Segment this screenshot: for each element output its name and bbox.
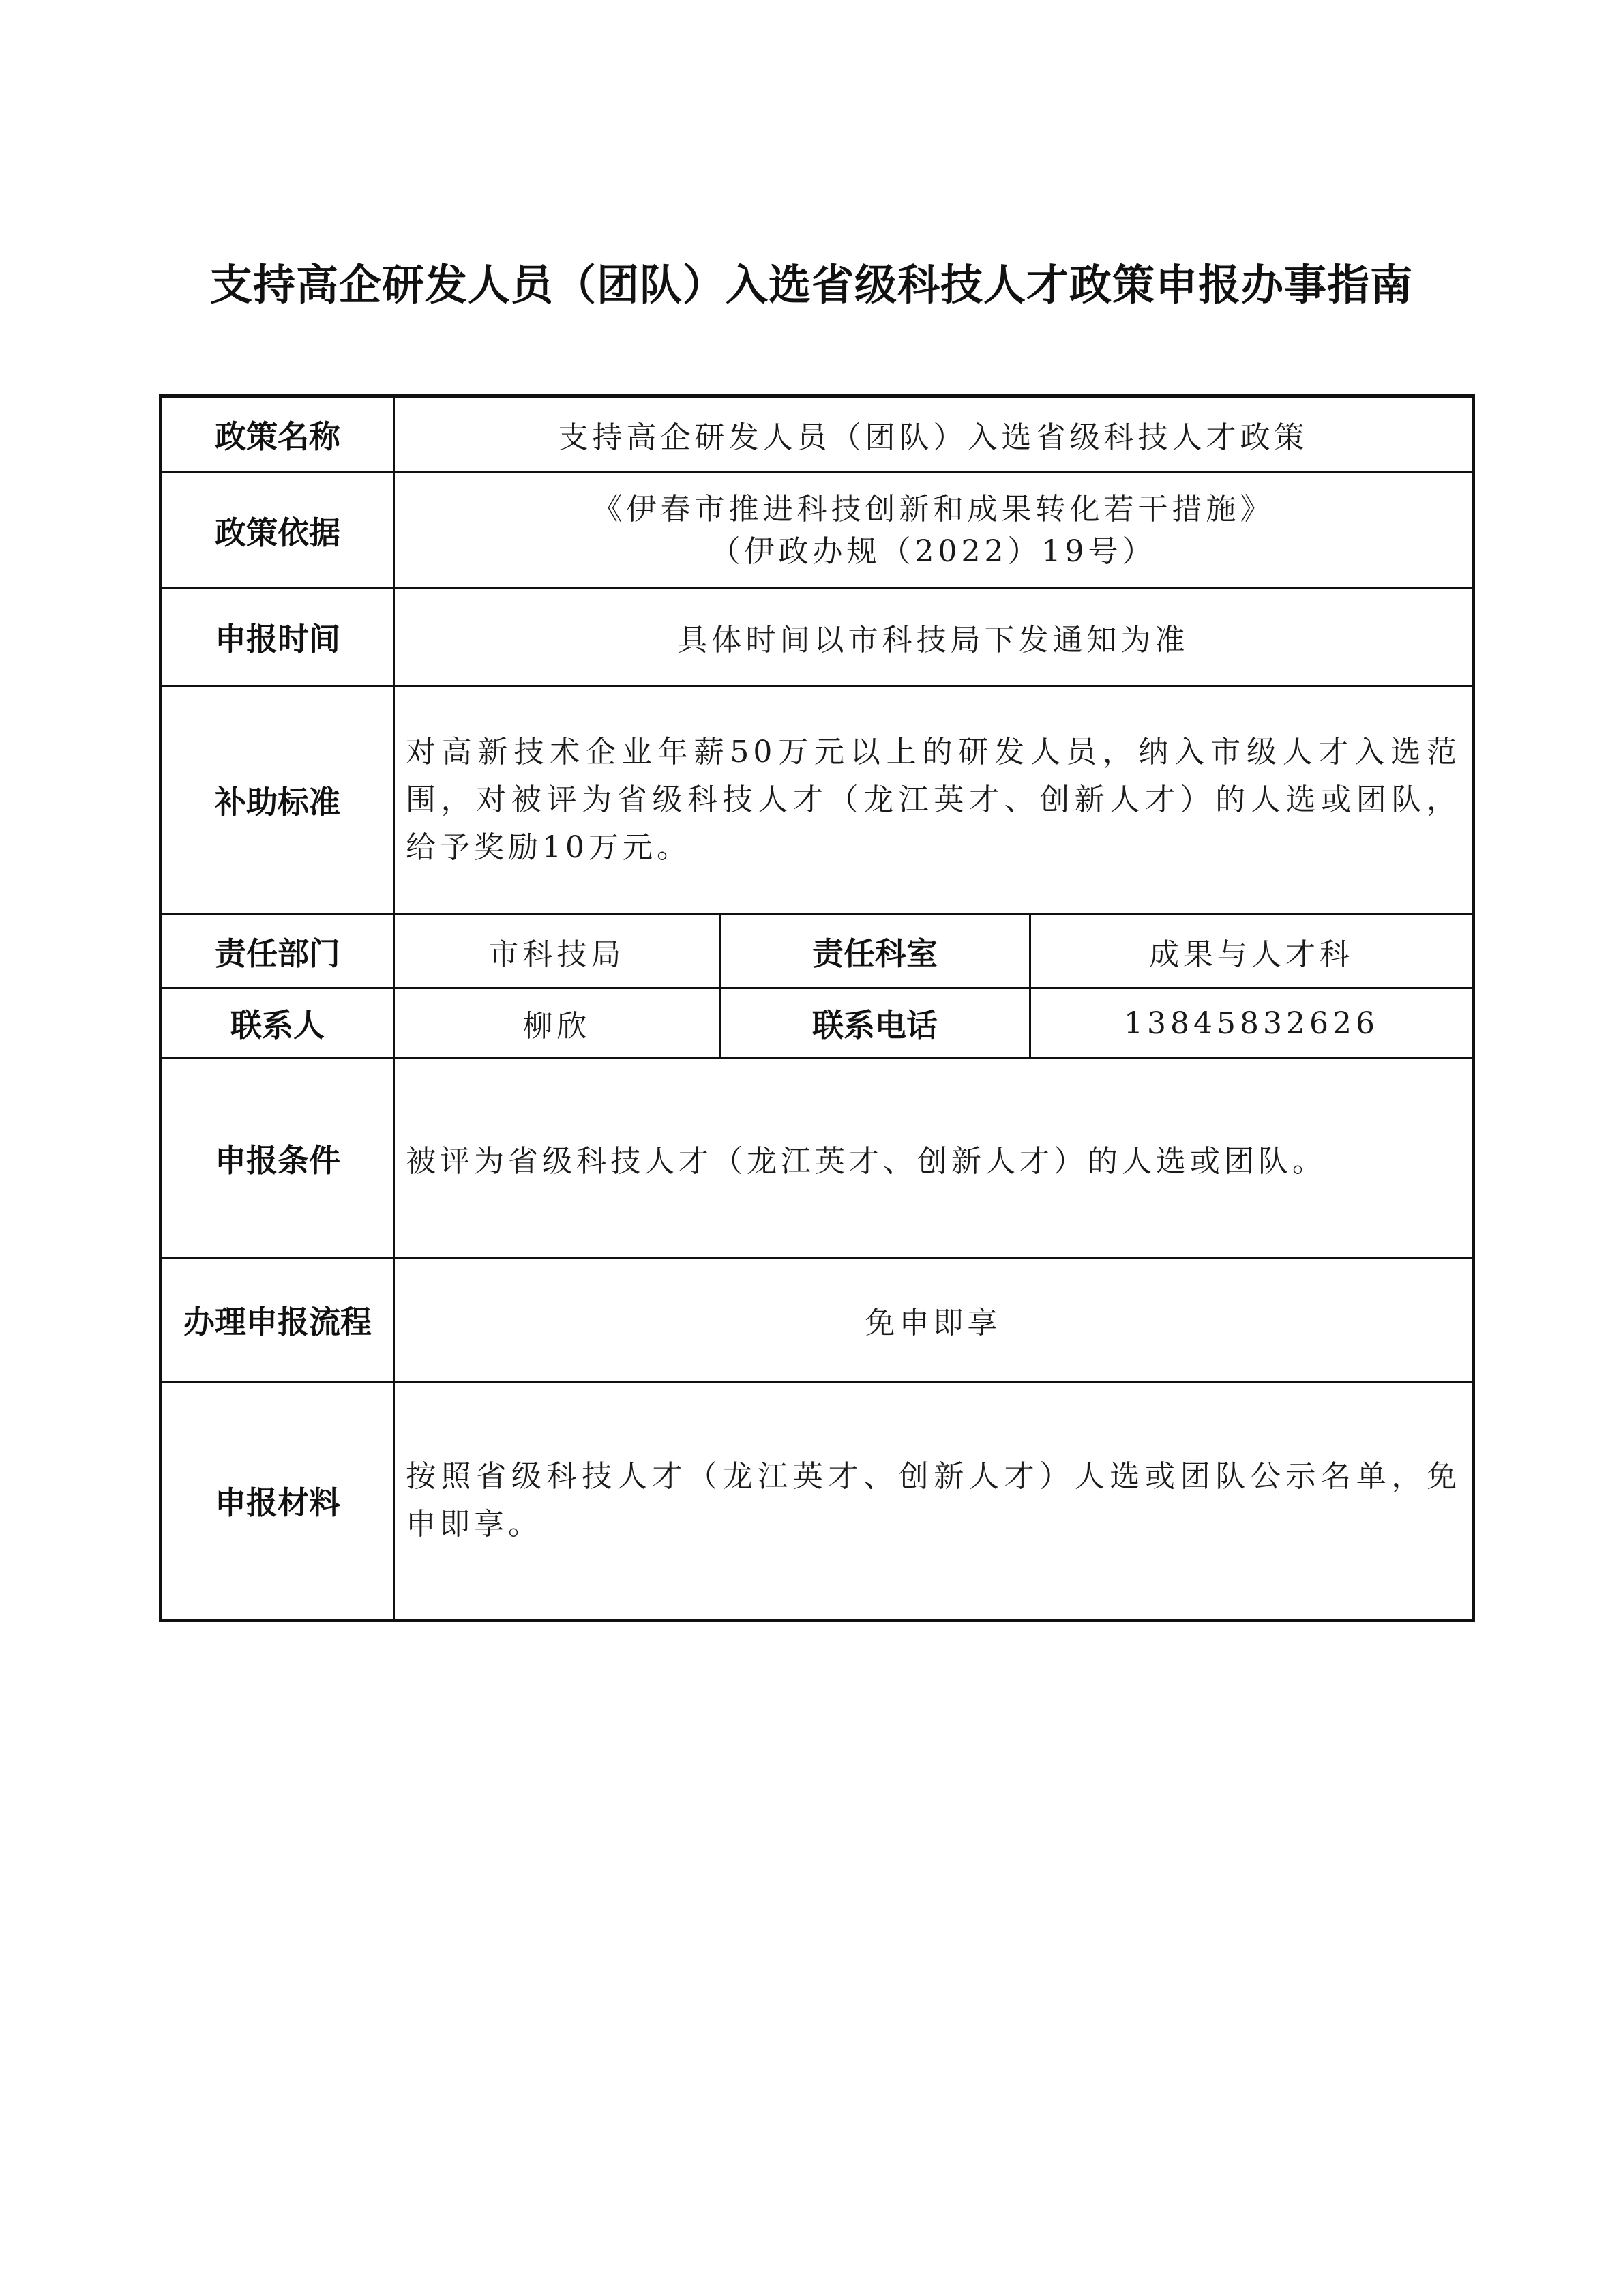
policy-basis-document: 《伊春市推进科技创新和成果转化若干措施》 xyxy=(592,491,1275,527)
subsidy-label: 补助标准 xyxy=(161,686,394,915)
policy-name-value: 支持高企研发人员（团队）入选省级科技人才政策 xyxy=(394,396,1474,473)
guide-table xyxy=(159,394,1475,1622)
policy-basis-doc-number: （伊政办规（2022）19号） xyxy=(710,533,1157,569)
subsidy-value xyxy=(394,686,1474,915)
policy-name-label: 政策名称 xyxy=(161,396,394,473)
dept-value: 市科技局 xyxy=(394,915,720,988)
materials-label: 申报材料 xyxy=(161,1382,394,1621)
office-value: 成果与人才科 xyxy=(1030,915,1474,988)
row-contact xyxy=(161,988,1474,1059)
policy-basis-value xyxy=(394,473,1474,589)
contact-label: 联系人 xyxy=(161,988,394,1059)
materials-text: 按照省级科技人才（龙江英才、创新人才）人选或团队公示名单，免申即享。 xyxy=(406,1459,1461,1542)
subsidy-text: 对高新技术企业年薪50万元以上的研发人员，纳入市级人才入选范围，对被评为省级科技人才（龙江英才、创新人才）的人选或团队，给予奖励10万元。 xyxy=(406,735,1461,865)
row-process xyxy=(161,1259,1474,1382)
row-materials xyxy=(161,1382,1474,1621)
row-responsible-dept xyxy=(161,915,1474,988)
contact-value: 柳欣 xyxy=(394,988,720,1059)
process-label: 办理申报流程 xyxy=(161,1259,394,1382)
dept-label: 责任部门 xyxy=(161,915,394,988)
conditions-value: 被评为省级科技人才（龙江英才、创新人才）的人选或团队。 xyxy=(394,1059,1474,1259)
conditions-label: 申报条件 xyxy=(161,1059,394,1259)
apply-time-label: 申报时间 xyxy=(161,589,394,686)
phone-label: 联系电话 xyxy=(720,988,1030,1059)
row-conditions xyxy=(161,1059,1474,1259)
row-subsidy xyxy=(161,686,1474,915)
row-policy-basis xyxy=(161,473,1474,589)
row-policy-name xyxy=(161,396,1474,473)
apply-time-value: 具体时间以市科技局下发通知为准 xyxy=(394,589,1474,686)
page-title: 支持高企研发人员（团队）入选省级科技人才政策申报办事指南 xyxy=(209,260,1413,310)
policy-basis-label: 政策依据 xyxy=(161,473,394,589)
process-value: 免申即享 xyxy=(394,1259,1474,1382)
materials-value xyxy=(394,1382,1474,1621)
row-apply-time xyxy=(161,589,1474,686)
office-label: 责任科室 xyxy=(720,915,1030,988)
phone-value: 13845832626 xyxy=(1030,988,1474,1059)
